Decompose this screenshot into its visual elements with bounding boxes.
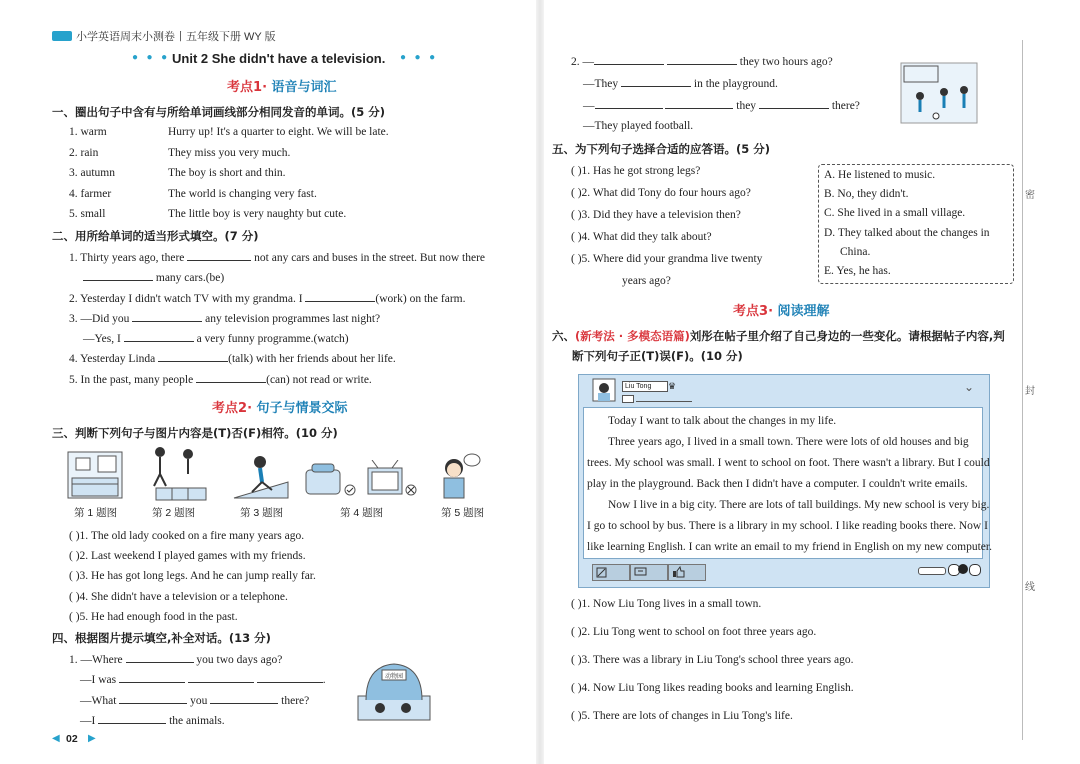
s1-sentence-3: The boy is short and thin.	[168, 167, 286, 179]
s1-sentence-1: Hurry up! It's a quarter to eight. We will be late.	[168, 126, 389, 138]
post-line-2: Three years ago, I lived in a small town. There were lots of old houses and big	[608, 436, 969, 448]
s2-item-3: 3. —Did you any television programmes last night?	[69, 310, 380, 326]
option-d: D. They talked about the changes in	[824, 227, 990, 239]
edit-icon	[593, 565, 629, 580]
thumbs-up-icon	[669, 565, 705, 580]
s4-item-1-q2: —What you there?	[80, 692, 309, 708]
s1-word-3: 3. autumn	[69, 167, 115, 179]
s3-item-1: ( )1. The old lady cooked on a fire many years ago.	[69, 530, 305, 542]
s4-item-2-a2: —They played football.	[583, 120, 694, 132]
post-username: Liu Tong	[622, 381, 668, 392]
caption-2: 第 2 题图	[152, 507, 196, 519]
s1-sentence-4: The world is changing very fast.	[168, 188, 317, 200]
post-line-5: Now I live in a big city. There are lots of tall buildings. My new school is very big.	[608, 499, 990, 511]
s4-title: 四、根据图片提示填空,补全对话。(13 分)	[52, 631, 271, 645]
header-badge	[52, 31, 72, 41]
post-line-3: trees. My school was small. I went to school on foot. There wasn't a library. But I could	[587, 457, 990, 469]
post-subline	[636, 401, 692, 402]
s6-title-cont: 断下列句子正(T)误(F)。(10 分)	[572, 349, 743, 363]
s5-item-2: ( )2. What did Tony do four hours ago?	[571, 187, 751, 199]
s5-item-5: ( )5. Where did your grandma live twenty	[571, 253, 763, 265]
s3-item-5: ( )5. He had enough food in the past.	[69, 611, 238, 623]
dot-2[interactable]	[958, 564, 968, 574]
option-a: A. He listened to music.	[824, 169, 936, 181]
title-dots-right: ● ● ●	[400, 52, 439, 63]
page-number: 02	[66, 733, 78, 745]
progress-pill	[918, 567, 946, 575]
margin-label-1: 密	[1025, 190, 1035, 201]
s4-item-1: 1. —Where you two days ago?	[69, 651, 282, 667]
post-line-7: like learning English. I can write an email to my friend in English on my new computer.	[587, 541, 992, 553]
s1-sentence-2: They miss you very much.	[168, 147, 291, 159]
s2-item-1-cont: many cars.(be)	[83, 269, 224, 285]
picture-boy-thinking	[438, 452, 482, 502]
comment-button[interactable]	[630, 564, 668, 581]
s4-item-2-reply: —They in the playground.	[583, 75, 778, 91]
comment-icon	[631, 565, 667, 580]
s2-item-4: 4. Yesterday Linda (talk) with her friends about her life.	[69, 350, 396, 366]
caption-3: 第 3 题图	[240, 507, 284, 519]
s2-item-1: 1. Thirty years ago, there not any cars and buses in the street. But now there	[69, 249, 485, 265]
section-heading-1: 考点1· 语音与词汇	[227, 80, 337, 95]
header-text: 小学英语周末小测卷丨五年级下册 WY 版	[76, 31, 276, 43]
caption-1: 第 1 题图	[74, 507, 118, 519]
page-prev-icon: ◀	[52, 733, 60, 744]
chevron-down-icon[interactable]: ⌄	[964, 380, 975, 394]
s1-word-1: 1. warm	[69, 126, 107, 138]
s3-item-2: ( )2. Last weekend I played games with my friends.	[69, 550, 306, 562]
zoo-sign: 动物园	[384, 674, 404, 680]
caption-5: 第 5 题图	[441, 507, 485, 519]
post-tag	[622, 395, 634, 403]
picture-kitchen	[66, 450, 124, 500]
like-button[interactable]	[668, 564, 706, 581]
s1-title: 一、圈出句子中含有与所给单词画线部分相同发音的单词。(5 分)	[52, 105, 386, 119]
picture-hopscotch	[142, 444, 212, 502]
s2-item-2: 2. Yesterday I didn't watch TV with my grandma. I (work) on the farm.	[69, 290, 465, 306]
option-c: C. She lived in a small village.	[824, 207, 966, 219]
unit-title: Unit 2 She didn't have a television.	[172, 51, 386, 66]
post-line-1: Today I want to talk about the changes in my life.	[608, 415, 837, 427]
post-line-4: play in the playground. Back then I didn't have a computer. I couldn't write emails.	[587, 478, 968, 490]
s2-title: 二、用所给单词的适当形式填空。(7 分)	[52, 229, 259, 243]
s2-item-5: 5. In the past, many people (can) not read or write.	[69, 371, 372, 387]
s3-title: 三、判断下列句子与图片内容是(T)否(F)相符。(10 分)	[52, 426, 338, 440]
crown-icon: ♛	[668, 381, 677, 391]
s6-item-3: ( )3. There was a library in Liu Tong's school three years ago.	[571, 654, 854, 666]
option-b: B. No, they didn't.	[824, 188, 909, 200]
picture-jumping-boy	[230, 452, 292, 502]
s4-item-1-reply: —I was .	[80, 671, 326, 687]
section-heading-2: 考点2· 句子与情景交际	[212, 401, 348, 416]
section-heading-3: 考点3· 阅读理解	[733, 304, 830, 319]
binding-line	[1022, 40, 1023, 740]
picture-zoo	[356, 656, 432, 722]
margin-label-2: 封	[1025, 386, 1035, 397]
s5-item-3: ( )3. Did they have a television then?	[571, 209, 741, 221]
s5-item-5-cont: years ago?	[622, 275, 671, 287]
page-gutter	[536, 0, 544, 764]
page-next-icon: ▶	[88, 733, 96, 744]
picture-football	[900, 62, 978, 124]
picture-phone-tv	[302, 460, 420, 502]
s6-item-2: ( )2. Liu Tong went to school on foot three years ago.	[571, 626, 817, 638]
option-e: E. Yes, he has.	[824, 265, 891, 277]
post-line-6: I go to school by bus. There is a library in my school. I like reading books there. Now I	[587, 520, 988, 532]
avatar	[592, 378, 616, 402]
s1-sentence-5: The little boy is very naughty but cute.	[168, 208, 347, 220]
s4-item-1-a2: —I the animals.	[80, 712, 225, 728]
s4-item-2-q2: — they there?	[583, 97, 860, 113]
caption-4: 第 4 题图	[340, 507, 384, 519]
s3-item-3: ( )3. He has got long legs. And he can jump really far.	[69, 570, 316, 582]
margin-label-3: 线	[1025, 582, 1035, 593]
s2-item-3-reply: —Yes, I a very funny programme.(watch)	[83, 330, 349, 346]
s5-item-1: ( )1. Has he got strong legs?	[571, 165, 701, 177]
edit-button[interactable]	[592, 564, 630, 581]
s4-item-2: 2. — they two hours ago?	[571, 53, 833, 69]
title-dots-left: ● ● ●	[132, 52, 171, 63]
option-d-cont: China.	[840, 246, 871, 258]
s1-word-5: 5. small	[69, 208, 106, 220]
dot-3[interactable]	[969, 564, 981, 576]
s1-word-4: 4. farmer	[69, 188, 112, 200]
s6-title: 六、(新考法 · 多模态语篇)刘彤在帖子里介绍了自己身边的一些变化。请根据帖子内容,判	[552, 329, 1005, 343]
s1-word-2: 2. rain	[69, 147, 99, 159]
s6-item-5: ( )5. There are lots of changes in Liu Tong's life.	[571, 710, 793, 722]
s6-item-4: ( )4. Now Liu Tong likes reading books and learning English.	[571, 682, 854, 694]
s6-item-1: ( )1. Now Liu Tong lives in a small town.	[571, 598, 762, 610]
s3-item-4: ( )4. She didn't have a television or a telephone.	[69, 591, 288, 603]
s5-item-4: ( )4. What did they talk about?	[571, 231, 712, 243]
s5-title: 五、为下列句子选择合适的应答语。(5 分)	[552, 142, 771, 156]
